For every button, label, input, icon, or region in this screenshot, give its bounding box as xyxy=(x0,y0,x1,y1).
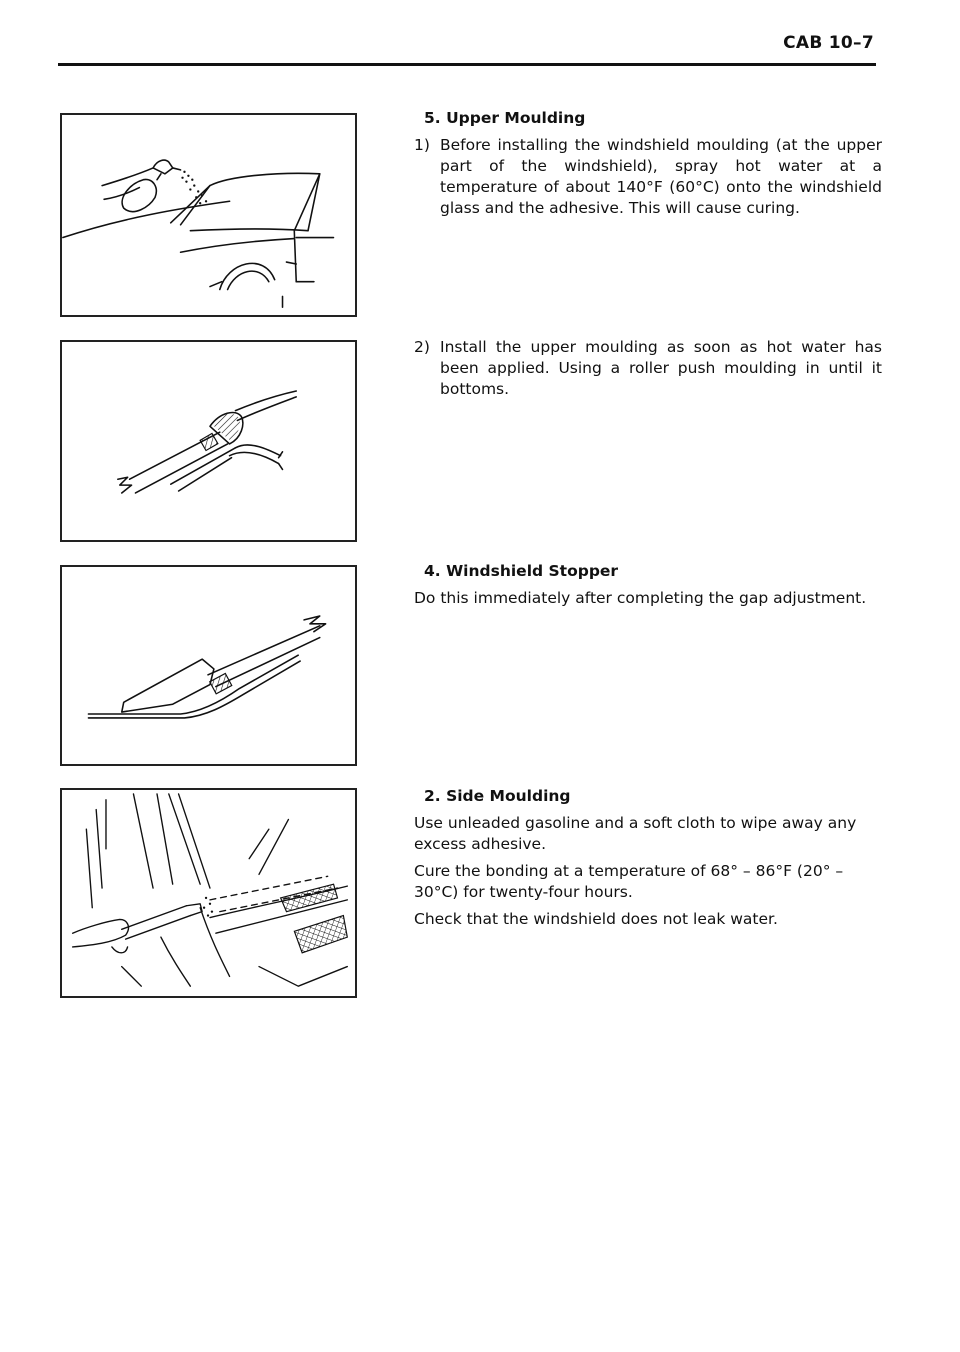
spray-figure xyxy=(60,113,357,317)
side-moulding-para-2: Cure the bonding at a temperature of 68° – 86°F (20° – 30°C) for twenty-four hours. xyxy=(414,862,844,901)
upper-moulding-step-2 xyxy=(414,337,882,400)
side-moulding-title: 2. Side Moulding xyxy=(424,787,571,805)
spray-bottle-windshield-illustration xyxy=(62,115,355,315)
step-text: Before installing the windshield moulding (at the upper part of the windshield), spray hot water at a temperature of about 140°F (60°C) onto the windshield glass and the adhesive. This will cause curing. xyxy=(440,136,882,217)
windshield-stopper-illustration xyxy=(62,567,355,764)
stopper-figure xyxy=(60,565,357,766)
upper-moulding-title: 5. Upper Moulding xyxy=(424,109,586,127)
windshield-stopper-title: 4. Windshield Stopper xyxy=(424,562,619,580)
step-number: 2) xyxy=(414,338,430,356)
windshield-stopper-text: Do this immediately after completing the gap adjustment. xyxy=(414,589,867,607)
upper-moulding-step-1 xyxy=(414,135,882,219)
side-moulding-para-3: Check that the windshield does not leak water. xyxy=(414,910,778,928)
windshield-stopper-section xyxy=(414,561,882,615)
header-rule xyxy=(58,63,876,66)
side-moulding-section xyxy=(414,786,882,936)
side-moulding-figure xyxy=(60,788,357,998)
page-header xyxy=(0,0,960,70)
page-id: CAB 10–7 xyxy=(783,33,874,53)
roller-figure xyxy=(60,340,357,542)
step-text: Install the upper moulding as soon as hot water has been applied. Using a roller push moulding in until it bottoms. xyxy=(440,338,882,398)
side-moulding-cleaning-illustration xyxy=(62,790,355,996)
upper-moulding-step-2-section xyxy=(414,337,882,408)
upper-moulding-section xyxy=(414,108,882,227)
step-number: 1) xyxy=(414,136,430,154)
side-moulding-para-1: Use unleaded gasoline and a soft cloth to wipe away any excess adhesive. xyxy=(414,814,857,853)
moulding-roller-illustration xyxy=(62,342,355,540)
